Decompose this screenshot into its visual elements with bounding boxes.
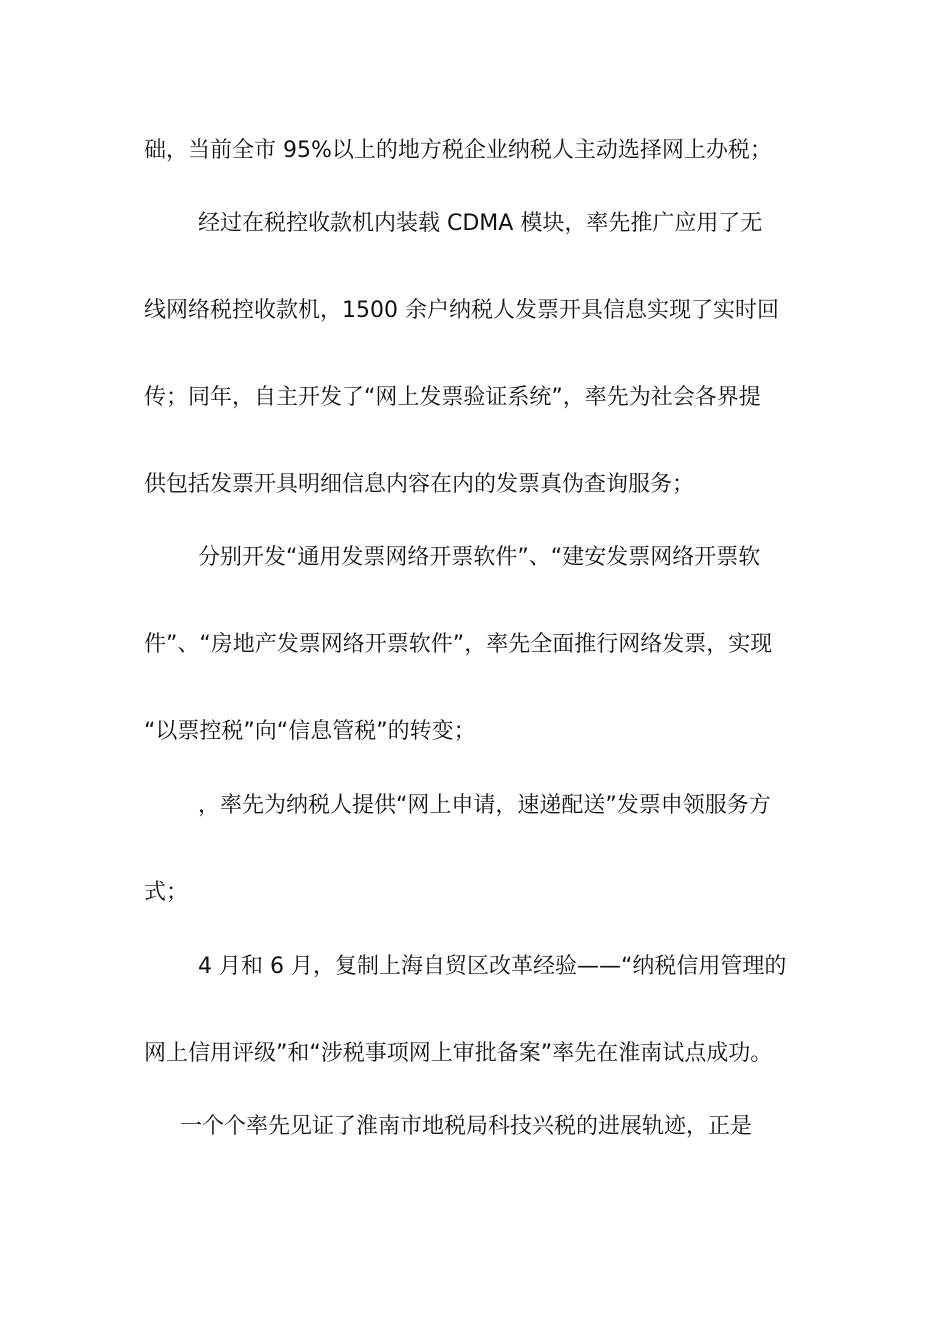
text-line-10: 式； (144, 880, 189, 905)
text-line-11: 4 月和 6 月，复制上海自贸区改革经验——“纳税信用管理的 (198, 954, 787, 979)
text-line-13: 一个个率先见证了淮南市地税局科技兴税的进展轨迹，正是 (180, 1114, 753, 1139)
text-line-6: 分别开发“通用发票网络开票软件”、“建安发票网络开票软 (198, 545, 761, 570)
text-line-5: 供包括发票开具明细信息内容在内的发票真伪查询服务； (144, 472, 695, 497)
text-line-7: 件”、“房地产发票网络开票软件”，率先全面推行网络发票，实现 (144, 632, 773, 657)
text-line-4: 传；同年，自主开发了“网上发票验证系统”，率先为社会各界提 (144, 385, 761, 410)
text-line-12: 网上信用评级”和“涉税事项网上审批备案”率先在淮南试点成功。 (144, 1041, 773, 1066)
text-line-8: “以票控税”向“信息管税”的转变； (144, 719, 476, 744)
text-line-3: 线网络税控收款机，1500 余户纳税人发票开具信息实现了实时回 (144, 298, 779, 323)
text-line-9: ，率先为纳税人提供“网上申请，速递配送”发票申领服务方 (198, 793, 771, 818)
text-line-1: 础，当前全市 95%以上的地方税企业纳税人主动选择网上办税； (144, 138, 772, 163)
text-line-2: 经过在税控收款机内装载 CDMA 模块，率先推广应用了无 (198, 211, 763, 236)
